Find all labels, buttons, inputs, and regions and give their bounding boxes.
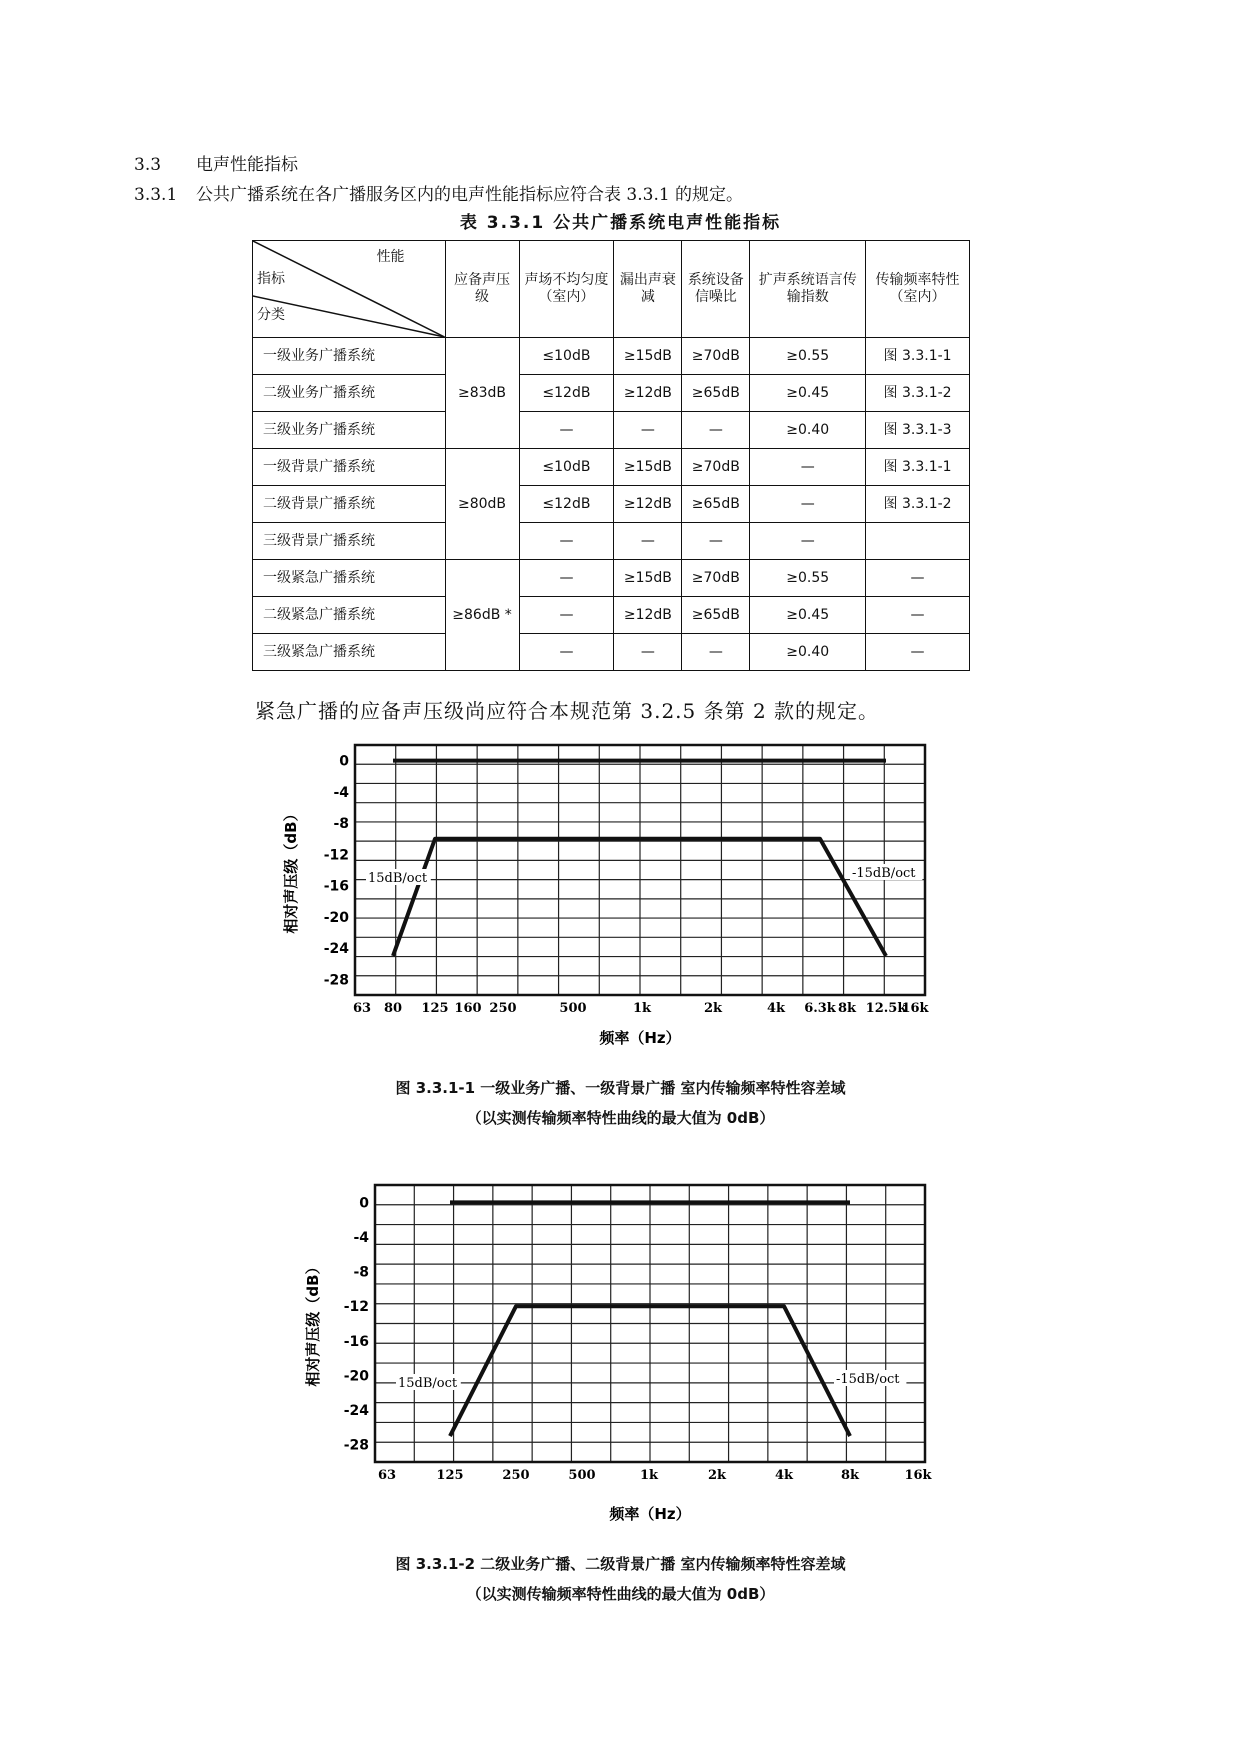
x-tick-label: 4k <box>766 1001 786 1016</box>
figure-2-subtitle: （以实测传输频率特性曲线的最大值为 0dB） <box>466 1585 775 1603</box>
x-tick-label: 125 <box>421 1001 449 1016</box>
col-header-leakage: 漏出声衰减 <box>614 241 682 338</box>
slope-annotation: -15dB/oct <box>836 1372 900 1387</box>
slope-annotation: 15dB/oct <box>368 871 428 886</box>
cell-snr: ≥65dB <box>682 597 750 634</box>
cell-sti: — <box>750 523 866 560</box>
table-note: 紧急广播的应备声压级尚应符合本规范第 3.2.5 条第 2 款的规定。 <box>255 699 880 723</box>
y-tick-label: -4 <box>353 1229 369 1246</box>
x-tick-label: 2k <box>707 1468 727 1483</box>
y-axis-label: 相对声压级（dB） <box>282 806 300 934</box>
x-tick-label: 500 <box>568 1468 596 1483</box>
y-tick-label: -12 <box>323 847 349 864</box>
cell-sti: ≥0.45 <box>750 597 866 634</box>
x-tick-label: 1k <box>639 1468 659 1483</box>
diag-label-performance: 性能 <box>376 249 405 265</box>
row-category: 二级紧急广播系统 <box>253 597 446 634</box>
cell-leakage: ≥12dB <box>614 486 682 523</box>
y-tick-label: 0 <box>339 753 349 770</box>
cell-sti: ≥0.45 <box>750 375 866 412</box>
cell-snr: ≥70dB <box>682 449 750 486</box>
cell-snr: — <box>682 634 750 671</box>
cell-snr: — <box>682 523 750 560</box>
cell-leakage: ≥12dB <box>614 597 682 634</box>
row-category: 一级业务广播系统 <box>253 338 446 375</box>
cell-freq: 图 3.3.1-3 <box>866 412 970 449</box>
group-spl: ≥80dB <box>445 449 519 560</box>
y-tick-label: -16 <box>323 878 349 895</box>
cell-leakage: ≥15dB <box>614 560 682 597</box>
cell-uniformity: — <box>519 523 614 560</box>
x-tick-label: 80 <box>383 1001 403 1016</box>
section-number: 3.3 <box>134 155 162 175</box>
cell-leakage: ≥12dB <box>614 375 682 412</box>
x-tick-label: 16k <box>901 1001 929 1016</box>
y-tick-label: -24 <box>323 941 349 958</box>
clause-text: 公共广播系统在各广播服务区内的电声性能指标应符合表 3.3.1 的规定。 <box>196 185 744 205</box>
cell-sti: ≥0.40 <box>750 412 866 449</box>
clause-number: 3.3.1 <box>134 185 178 205</box>
col-header-uniformity: 声场不均匀度（室内） <box>519 241 614 338</box>
cell-freq: — <box>866 560 970 597</box>
cell-sti: — <box>750 449 866 486</box>
x-tick-label: 6.3k <box>804 1001 836 1016</box>
x-tick-label: 250 <box>489 1001 517 1016</box>
figure-1-caption: 图 3.3.1-1 一级业务广播、一级背景广播 室内传输频率特性容差域 <box>395 1079 846 1097</box>
y-tick-label: -28 <box>323 972 349 989</box>
x-axis-label: 频率（Hz） <box>609 1505 691 1523</box>
slope-annotation: 15dB/oct <box>398 1376 458 1391</box>
cell-uniformity: — <box>519 597 614 634</box>
cell-sti: ≥0.55 <box>750 338 866 375</box>
cell-uniformity: — <box>519 634 614 671</box>
y-tick-label: 0 <box>359 1195 369 1212</box>
cell-uniformity: ≤12dB <box>519 375 614 412</box>
row-category: 一级紧急广播系统 <box>253 560 446 597</box>
y-axis-label: 相对声压级（dB） <box>304 1259 322 1387</box>
y-tick-label: -20 <box>343 1368 369 1385</box>
diag-label-category: 分类 <box>257 307 285 323</box>
x-tick-label: 125 <box>436 1468 464 1483</box>
x-tick-label: 16k <box>904 1468 932 1483</box>
x-axis-label: 频率（Hz） <box>599 1029 681 1047</box>
cell-leakage: ≥15dB <box>614 449 682 486</box>
cell-snr: ≥70dB <box>682 338 750 375</box>
cell-leakage: ≥15dB <box>614 338 682 375</box>
cell-uniformity: — <box>519 412 614 449</box>
y-tick-label: -8 <box>353 1264 369 1281</box>
y-tick-label: -28 <box>343 1437 369 1454</box>
x-tick-label: 63 <box>377 1468 397 1483</box>
x-tick-label: 1k <box>632 1001 652 1016</box>
x-tick-label: 63 <box>352 1001 372 1016</box>
x-tick-label: 250 <box>502 1468 530 1483</box>
cell-uniformity: ≤10dB <box>519 449 614 486</box>
x-tick-label: 500 <box>559 1001 587 1016</box>
cell-leakage: — <box>614 412 682 449</box>
x-tick-label: 8k <box>837 1001 857 1016</box>
col-header-sti: 扩声系统语言传输指数 <box>750 241 866 338</box>
diag-label-index: 指标 <box>257 271 285 287</box>
cell-snr: ≥70dB <box>682 560 750 597</box>
y-tick-label: -12 <box>343 1299 369 1316</box>
row-category: 二级背景广播系统 <box>253 486 446 523</box>
cell-freq: — <box>866 634 970 671</box>
section-title: 电声性能指标 <box>196 155 298 175</box>
cell-sti: — <box>750 486 866 523</box>
cell-sti: ≥0.55 <box>750 560 866 597</box>
cell-freq: 图 3.3.1-1 <box>866 449 970 486</box>
cell-leakage: — <box>614 634 682 671</box>
group-spl: ≥86dB * <box>445 560 519 671</box>
row-category: 二级业务广播系统 <box>253 375 446 412</box>
cell-freq: 图 3.3.1-2 <box>866 375 970 412</box>
cell-sti: ≥0.40 <box>750 634 866 671</box>
row-category: 三级背景广播系统 <box>253 523 446 560</box>
y-tick-label: -24 <box>343 1403 369 1420</box>
x-tick-label: 2k <box>703 1001 723 1016</box>
cell-uniformity: ≤10dB <box>519 338 614 375</box>
cell-snr: — <box>682 412 750 449</box>
col-header-snr: 系统设备信噪比 <box>682 241 750 338</box>
col-header-spl: 应备声压级 <box>445 241 519 338</box>
table-caption: 表 3.3.1 公共广播系统电声性能指标 <box>459 213 782 233</box>
y-tick-label: -8 <box>333 816 349 833</box>
x-tick-label: 4k <box>774 1468 794 1483</box>
y-tick-label: -16 <box>343 1333 369 1350</box>
row-category: 三级紧急广播系统 <box>253 634 446 671</box>
cell-leakage: — <box>614 523 682 560</box>
figure-2-caption: 图 3.3.1-2 二级业务广播、二级背景广播 室内传输频率特性容差域 <box>395 1555 846 1573</box>
group-spl: ≥83dB <box>445 338 519 449</box>
col-header-freq: 传输频率特性（室内） <box>866 241 970 338</box>
cell-snr: ≥65dB <box>682 375 750 412</box>
cell-freq: 图 3.3.1-2 <box>866 486 970 523</box>
row-category: 三级业务广播系统 <box>253 412 446 449</box>
y-tick-label: -20 <box>323 909 349 926</box>
x-tick-label: 160 <box>454 1001 482 1016</box>
cell-snr: ≥65dB <box>682 486 750 523</box>
x-tick-label: 8k <box>840 1468 860 1483</box>
row-category: 一级背景广播系统 <box>253 449 446 486</box>
y-tick-label: -4 <box>333 784 349 801</box>
figure-1-subtitle: （以实测传输频率特性曲线的最大值为 0dB） <box>466 1109 775 1127</box>
cell-freq: — <box>866 597 970 634</box>
slope-annotation: -15dB/oct <box>852 866 916 881</box>
cell-uniformity: ≤12dB <box>519 486 614 523</box>
cell-uniformity: — <box>519 560 614 597</box>
x-tick-label: 12.5k <box>865 1001 907 1016</box>
cell-freq: 图 3.3.1-1 <box>866 338 970 375</box>
